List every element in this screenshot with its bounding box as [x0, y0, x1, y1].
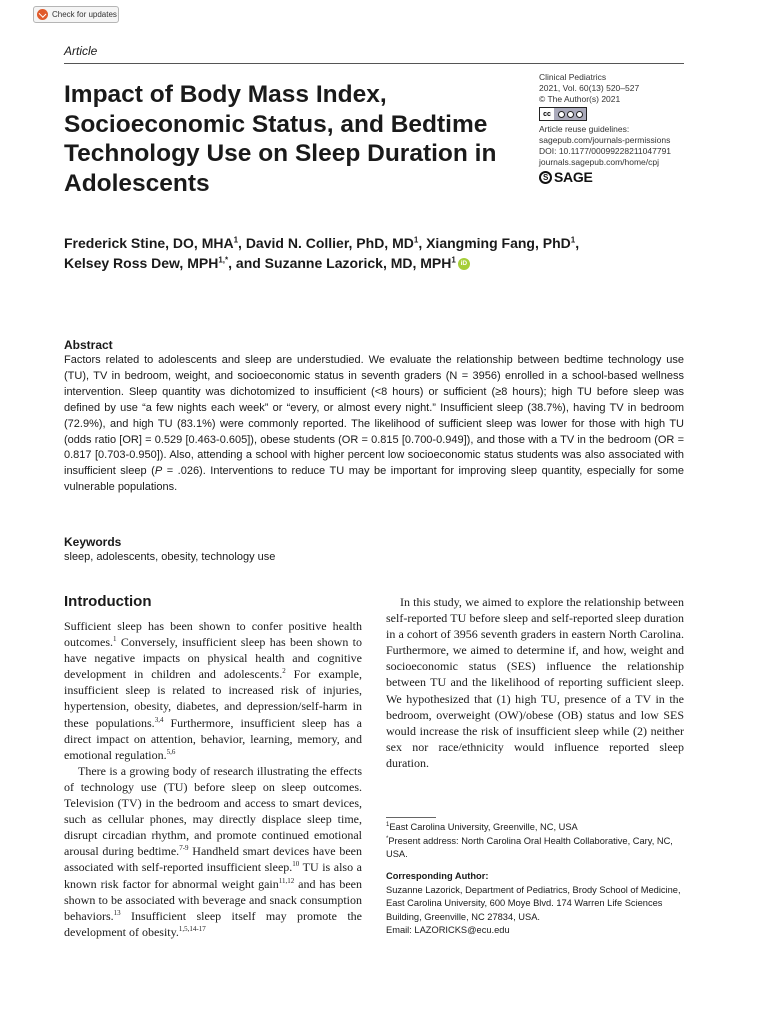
affiliation-mark: *	[386, 835, 389, 842]
reuse-guidelines-label: Article reuse guidelines:	[539, 124, 630, 134]
author-name: , David N. Collier, PhD, MD	[238, 235, 414, 251]
cc-label: cc	[540, 108, 554, 120]
citation-ref[interactable]: 7-9	[179, 844, 189, 853]
affiliation-mark: 1	[570, 235, 576, 245]
text-run: and has been shown to be associated with beverage and snack consumption behaviors.	[64, 876, 362, 923]
paragraph	[64, 618, 362, 763]
reuse-guidelines-link[interactable]: sagepub.com/journals-permissions	[539, 135, 671, 145]
affiliation-mark: 1	[451, 255, 456, 265]
keywords-heading: Keywords	[64, 535, 122, 549]
citation-ref[interactable]: 3,4	[154, 715, 164, 724]
citation-ref[interactable]: 11,12	[278, 876, 295, 885]
author-name: , Kelsey Ross Dew, MPH	[64, 235, 580, 271]
journal-meta	[539, 72, 699, 184]
footnote-rule	[386, 817, 436, 818]
author-name: , Xiangming Fang, PhD	[418, 235, 571, 251]
affiliation-text: East Carolina University, Greenville, NC, USA	[389, 822, 578, 832]
citation-ref[interactable]: 10	[292, 860, 300, 869]
citation-ref[interactable]: 1	[113, 635, 117, 644]
citation-ref[interactable]: 2	[282, 667, 286, 676]
citation-ref[interactable]: 1,5,14-17	[178, 924, 206, 933]
copyright-line: © The Author(s) 2021	[539, 94, 621, 104]
doi-link[interactable]: DOI: 10.1177/00099228211047791	[539, 146, 672, 156]
text-run: Furthermore, insufficient sleep has a direct impact on attention, behavior, learning, memory, and emotional regulation.	[64, 715, 362, 762]
introduction-heading: Introduction	[64, 593, 152, 610]
journal-volume: 2021, Vol. 60(13) 520–527	[539, 83, 640, 93]
citation-ref[interactable]: 13	[113, 908, 121, 917]
affiliation-line	[386, 821, 686, 835]
author-name: , and Suzanne Lazorick, MD, MPH	[228, 255, 452, 271]
affiliation-mark: 1	[386, 821, 390, 828]
abstract-text	[64, 353, 684, 496]
sage-logo	[539, 171, 699, 184]
affiliation-mark: 1,*	[218, 255, 229, 265]
text-run: Insufficient sleep itself may promote the development of obesity.	[64, 908, 362, 939]
body-column-right	[386, 594, 684, 771]
text-run: TU is also a known risk factor for abnormal weight gain	[64, 860, 362, 891]
author-list	[64, 233, 624, 273]
abstract-heading: Abstract	[64, 338, 113, 352]
paragraph	[386, 594, 684, 771]
header-rule	[64, 63, 684, 64]
corresponding-author	[386, 870, 686, 938]
citation-ref[interactable]: 5,6	[166, 747, 176, 756]
corresponding-author-heading: Corresponding Author:	[386, 871, 489, 881]
text-run: Handheld smart devices have been associated with self-reported insufficient sleep.	[64, 844, 362, 875]
text-run: There is a growing body of research illustrating the effects of technology use (TU) before sleep on sleep outcomes. Television (TV) in the bedroom and access to smart devices, such as cellular phones, may directly displace sleep time, disrupt circadian rhythm, and promote continued emotional arousal during bedtime.	[64, 763, 362, 859]
text-run: Sufficient sleep has been shown to confer positive health outcomes.	[64, 619, 362, 650]
sage-s-icon: S	[539, 171, 552, 184]
keywords-text: sleep, adolescents, obesity, technology use	[64, 551, 276, 563]
author-name: Frederick Stine, DO, MHA	[64, 235, 234, 251]
affiliation-line	[386, 835, 686, 862]
article-title: Impact of Body Mass Index, Socioeconomic Status, and Bedtime Technology Use on Sleep Duration in Adolescents	[64, 81, 497, 197]
text-run: Conversely, insufficient sleep has been shown to have negative impacts on physical health and cognitive development in children and adolescents.	[64, 635, 362, 682]
journal-name: Clinical Pediatrics	[539, 72, 607, 82]
article-type-label: Article	[64, 44, 98, 58]
check-for-updates-label: Check for updates	[52, 10, 117, 19]
paragraph	[64, 763, 362, 940]
affiliation-mark: 1	[233, 235, 239, 245]
abstract-text-part: Factors related to adolescents and sleep are understudied. We evaluate the relationship between bedtime technology use (TU), TV in bedroom, weight, and socioeconomic status in seventh graders (N = 3956) enrolled in a school-based wellness intervention. Sleep quantity was dichotomized to insufficient (<8 hours) or sufficient (≥8 hours); high TU before sleep was defined by use “a few nights each week” or “every, or almost every night.” Insufficient sleep (38.7%), having TV in bedroom (72.9%), and high TU (83.1%) were commonly reported. The likelihood of sufficient sleep was lower for those with high TU (odds ratio [OR] = 0.529 [0.463-0.605]), obese students (OR = 0.815 [0.700-0.949]), and those with a TV in the bedroom (OR = 0.817 [0.703-0.950]). Also, attending a school with higher percent low socioeconomic status students was also associated with insufficient sleep (	[64, 354, 684, 478]
affiliation-text: Present address: North Carolina Oral Health Collaborative, Cary, NC, USA.	[386, 835, 673, 859]
crossmark-icon	[37, 9, 48, 20]
corresponding-author-address: Suzanne Lazorick, Department of Pediatrics, Brody School of Medicine, East Carolina University, 600 Moye Blvd. 174 Warren Life Sciences Building, Greenville, NC 27834, USA.	[386, 884, 681, 922]
abstract-text-part: = .026). Interventions to reduce TU may be important for improving sleep quantity, especially for some vulnerable populations.	[64, 465, 684, 494]
journal-home-link[interactable]: journals.sagepub.com/home/cpj	[539, 157, 660, 167]
p-value-symbol: P	[154, 465, 163, 478]
body-column-left	[64, 618, 362, 940]
sage-wordmark: SAGE	[554, 169, 593, 185]
orcid-icon[interactable]: iD	[458, 258, 470, 270]
text-run: For example, insufficient sleep is related to increased risk of injuries, hypertension, obesity, diabetes, and depression/self-harm in these populations.	[64, 667, 362, 730]
corresponding-author-email[interactable]: Email: LAZORICKS@ecu.edu	[386, 925, 510, 935]
affiliations	[386, 821, 686, 862]
text-run: In this study, we aimed to explore the relationship between self-reported TU before sleep and self-reported sleep duration in a cohort of 3956 seventh graders in eastern North Carolina. Furthermore, we aimed to determine if, and how, weight and socioeconomic status (SES) influence the relationship between TU and the likelihood of reporting sufficient sleep. We hypothesized that (1) high TU, presence of a TV in the bedroom, overweight (OW)/obese (OB) status and low SES would increase the risk of insufficient sleep while (2) neither sex nor race/ethnicity would influence reported sleep duration.	[386, 595, 684, 770]
affiliation-mark: 1	[413, 235, 419, 245]
check-for-updates-button[interactable]	[33, 6, 119, 23]
creative-commons-icon	[539, 107, 587, 121]
